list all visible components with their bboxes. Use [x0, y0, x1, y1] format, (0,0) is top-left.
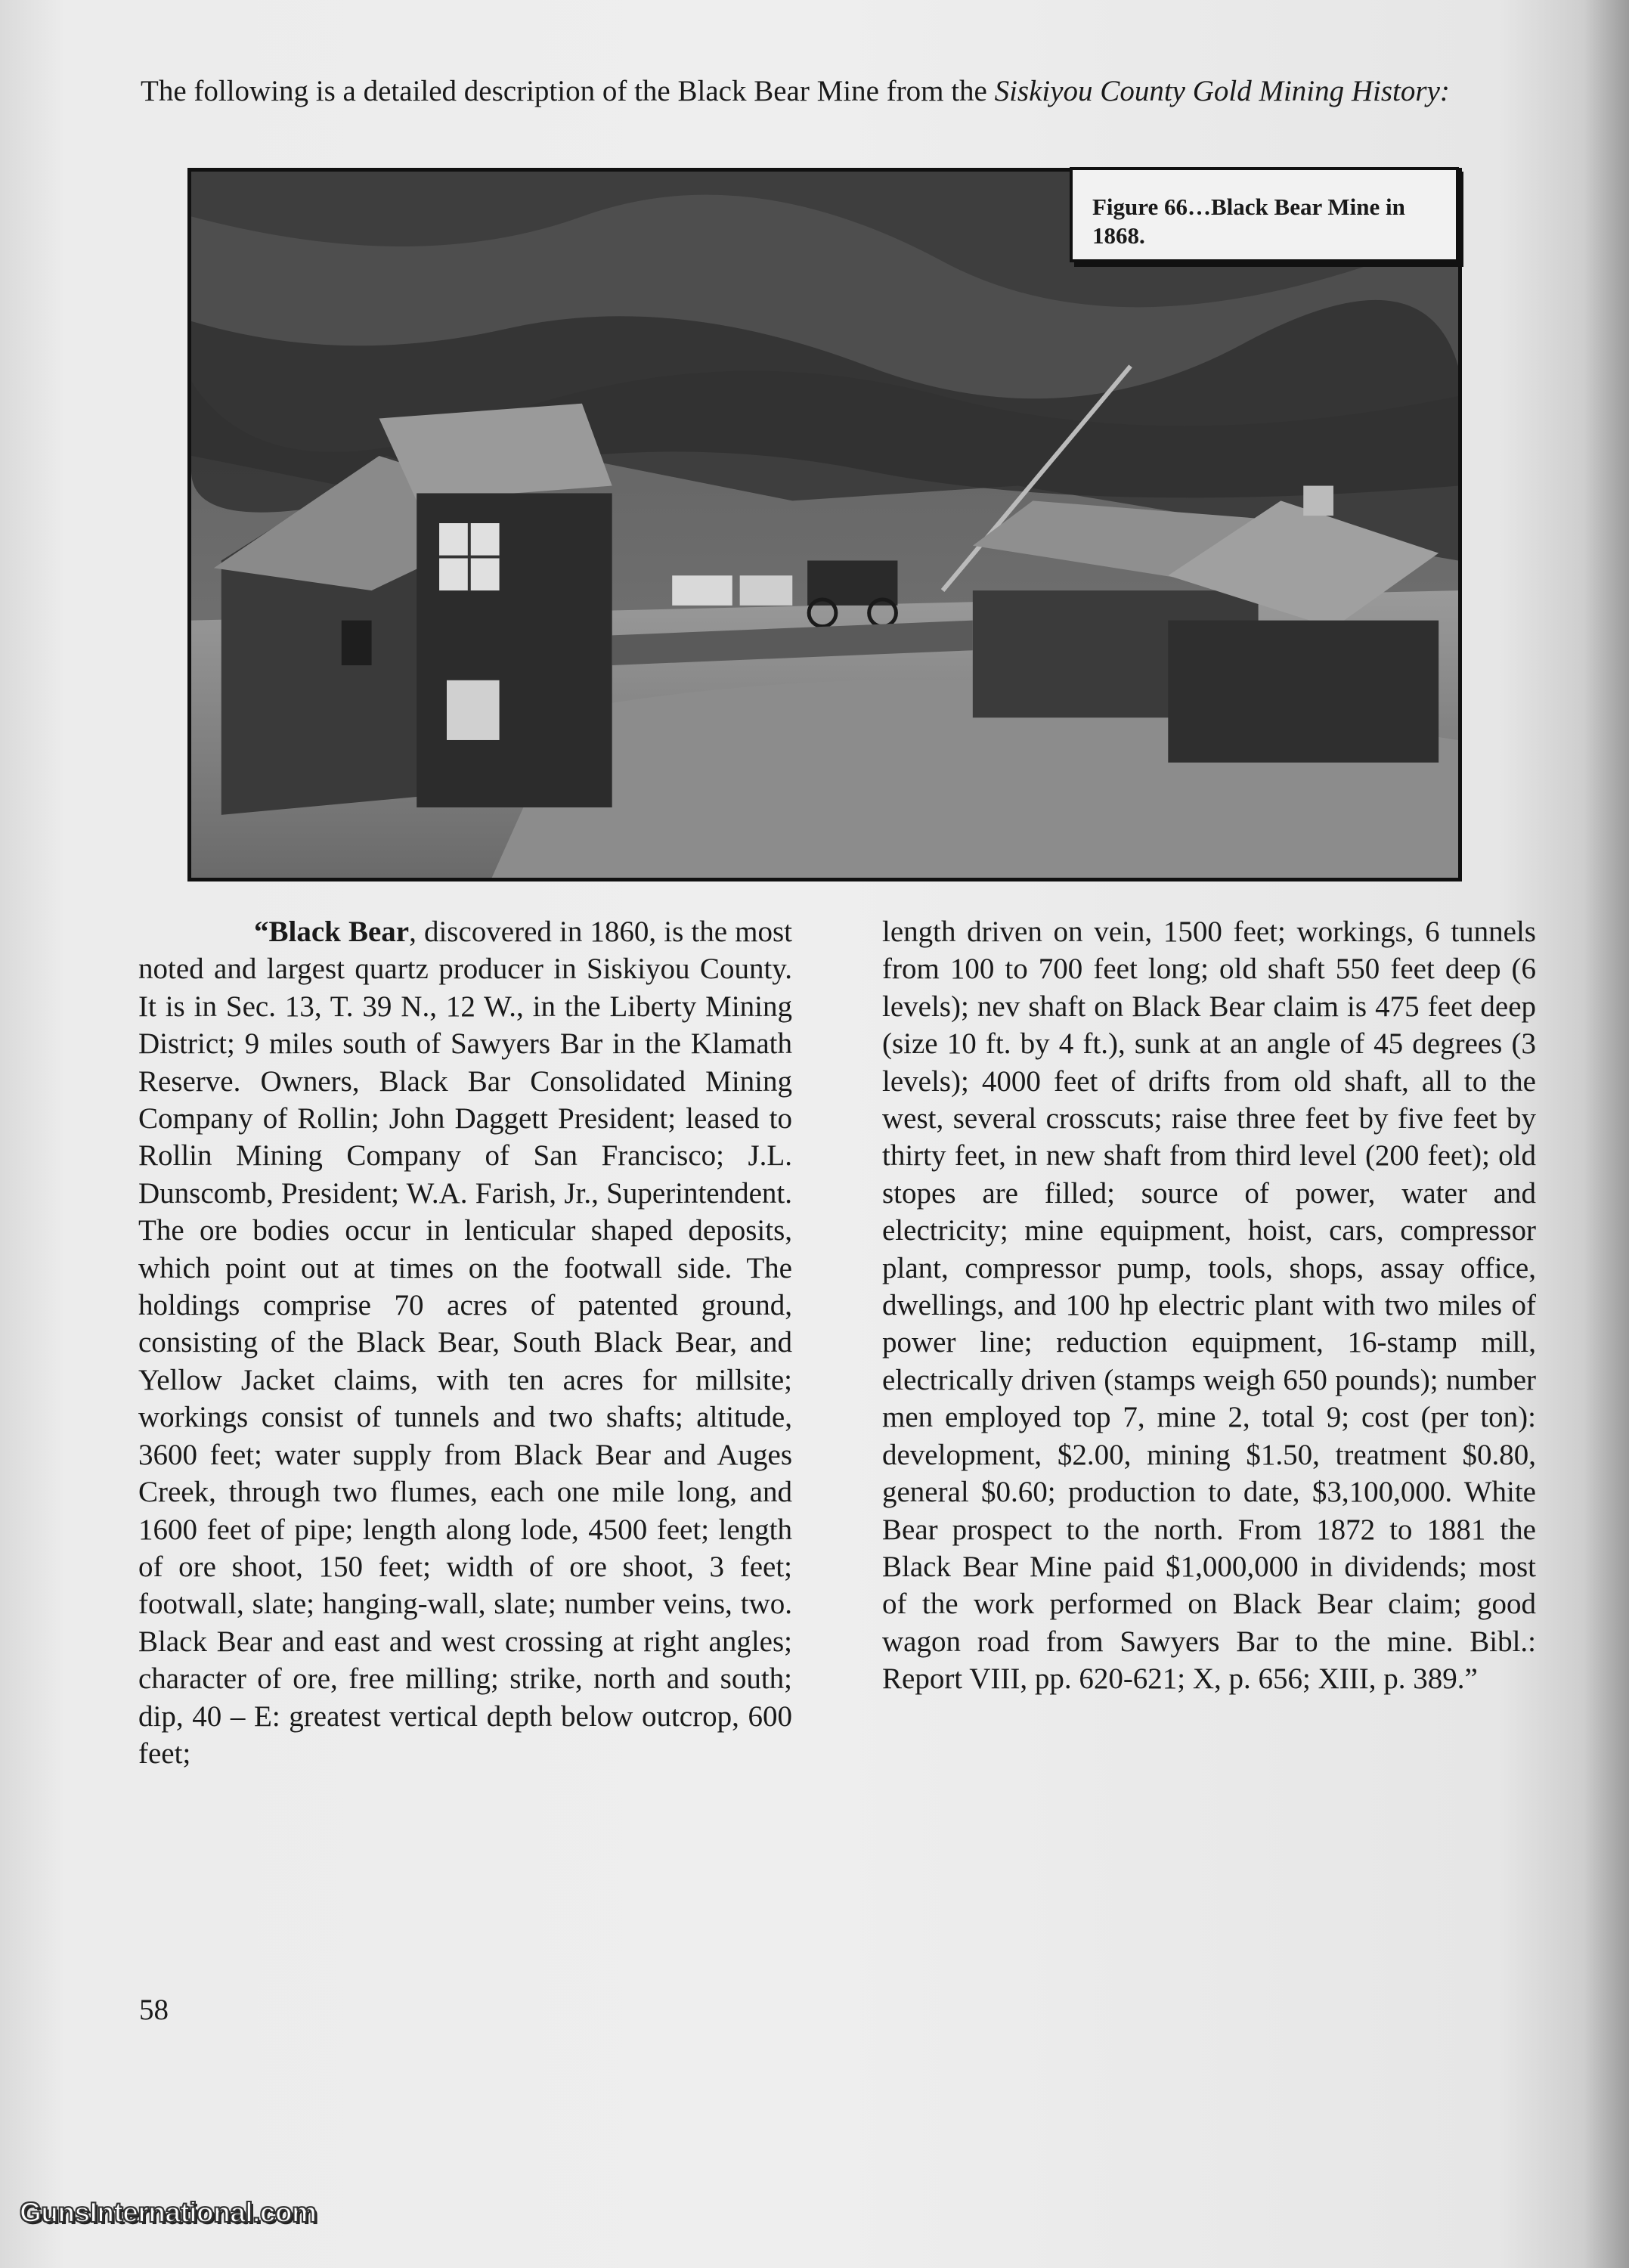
- page-number: 58: [139, 1994, 169, 2026]
- watermark-logo: GunsInternational.com: [20, 2197, 317, 2228]
- intro-paragraph: [141, 73, 1539, 110]
- photo-illustration: [191, 172, 1458, 878]
- right-column-text: length driven on vein, 1500 feet; workings, 6 tunnels from 100 to 700 feet long; old shaft 550 feet deep (6 levels); nev shaft on Black Bear claim is 475 feet deep (size 10 ft. by 4 ft.), sunk at an angle of 45 degrees (3 levels); 4000 feet of drifts from old shaft, all to the west, several crosscuts; raise three feet by five feet by thirty feet, in new shaft from third level (200 feet); old stopes are filled; source of power, water and electricity; mine equipment, hoist, cars, compressor plant, compressor pump, tools, shops, assay office, dwellings, and 100 hp electric plant with two miles of power line; reduction equipment, 16-stamp mill, electrically driven (stamps weigh 650 pounds); number men employed top 7, mine 2, total 9; cost (per ton): development, $2.00, mining $1.50, treatment $0.80, general $0.60; production to date, $3,100,000. White Bear prospect to the north. From 1872 to 1881 the Black Bear Mine paid $1,000,000 in dividends; most of the work performed on Black Bear claim; good wagon road from Sawyers Bar to the mine. Bibl.: Report VIII, pp. 620-621; X, p. 656; XIII, p. 389.”: [882, 916, 1536, 1696]
- intro-text: The following is a detailed description of the Black Bear Mine from the: [141, 75, 995, 107]
- mine-photograph: [187, 168, 1462, 881]
- figure-caption: Figure 66…Black Bear Mine in 1868.: [1070, 167, 1459, 262]
- left-column-text: [138, 913, 792, 1772]
- lead-term: “Black Bear: [254, 916, 410, 948]
- binding-shadow: [1584, 0, 1629, 2268]
- source-title: Siskiyou County Gold Mining History:: [994, 75, 1450, 107]
- left-column-body: , discovered in 1860, is the most noted and largest quartz producer in Siskiyou County. It is in Sec. 13, T. 39 N., 12 W., in the Liberty Mining District; 9 miles south of Sawyers Bar in the Klamath Reserve. Owners, Black Bar Consolidated Mining Company of Rollin; John Daggett President; leased to Rollin Mining Company of San Francisco; J.L. Dunscomb, President; W.A. Farish, Jr., Superintendent. The ore bodies occur in lenticular shaped deposits, which point out at times on the footwall side. The holdings comprise 70 acres of patented ground, consisting of the Black Bear, South Black Bear, and Yellow Jacket claims, with ten acres for millsite; workings consist of tunnels and two shafts; altitude, 3600 feet; water supply from Black Bear and Auges Creek, through two flumes, each one mile long, and 1600 feet of pipe; length along lode, 4500 feet; length of ore shoot, 150 feet; width of ore shoot, 3 feet; footwall, slate; hanging-wall, slate; number veins, two. Black Bear and east and west crossing at right angles; character of ore, free milling; strike, north and south; dip, 40 – E: greatest vertical depth below outcrop, 600 feet;: [138, 916, 792, 1770]
